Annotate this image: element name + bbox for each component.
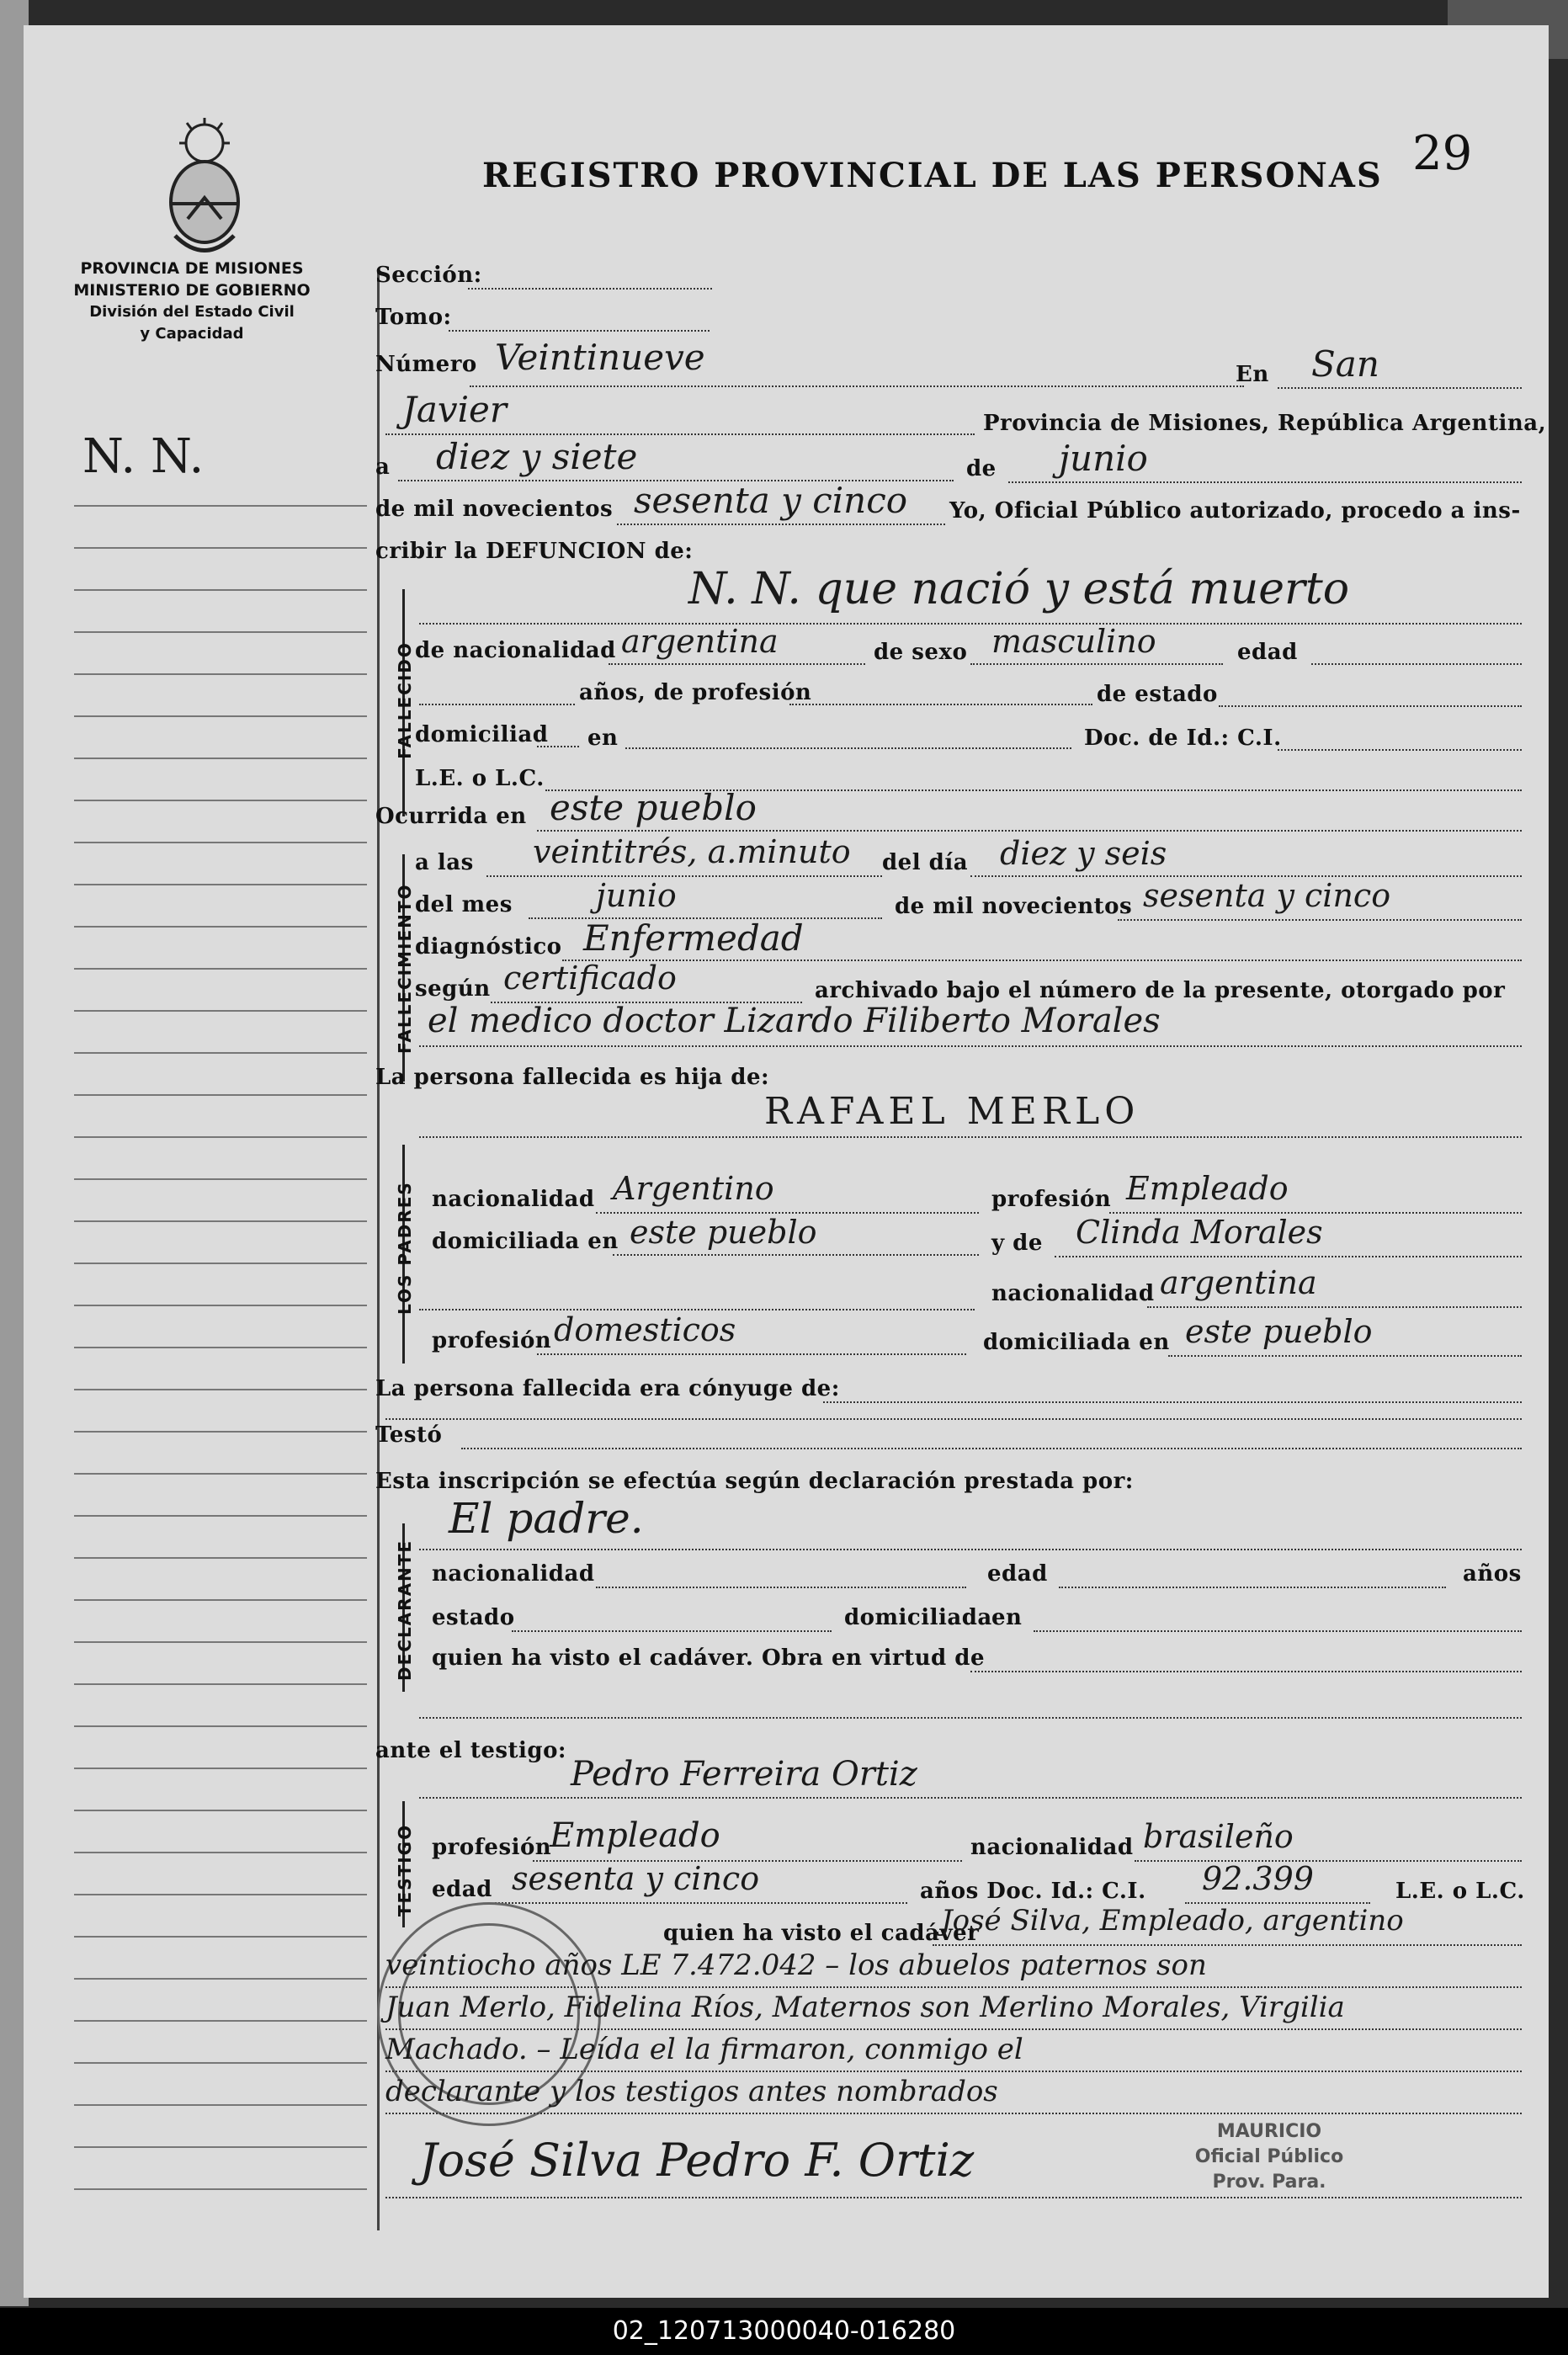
field-line — [1278, 749, 1522, 751]
gov-line-division: División del Estado Civil — [89, 303, 295, 321]
field-line — [823, 1401, 1522, 1403]
field-line — [385, 433, 975, 435]
label-nacionalidad-declarante: nacionalidad — [432, 1561, 595, 1587]
label-hija-de: La persona fallecida es hija de: — [375, 1065, 770, 1090]
field-line — [468, 288, 712, 290]
margin-line — [74, 1389, 367, 1390]
field-line — [486, 875, 882, 877]
field-line — [537, 746, 579, 747]
label-domiciliada-declarante: domiciliada — [844, 1605, 992, 1630]
label-domiciliad: domiciliad — [415, 722, 549, 747]
margin-line — [74, 1725, 367, 1727]
field-line — [970, 663, 1223, 665]
margin-line — [74, 1094, 367, 1096]
value-hora: veintitrés, a.minuto — [533, 833, 851, 870]
margin-note: N. N. — [82, 429, 205, 484]
label-inscripcion: Esta inscripción se efectúa según declaración prestada por: — [375, 1469, 1134, 1494]
margin-line — [74, 1136, 367, 1138]
field-line — [419, 1136, 1522, 1138]
field-line — [617, 524, 945, 525]
value-testigo: Pedro Ferreira Ortiz — [571, 1755, 917, 1794]
label-nacionalidad-madre: nacionalidad — [991, 1281, 1155, 1306]
field-line — [385, 1986, 1522, 1988]
margin-line — [74, 2020, 367, 2022]
value-edad-testigo: sesenta y cinco — [512, 1860, 760, 1897]
value-visto-testigo: José Silva, Empleado, argentino — [941, 1904, 1404, 1938]
margin-line — [74, 1220, 367, 1222]
margin-line — [74, 589, 367, 591]
label-a-las: a las — [415, 850, 474, 875]
field-line — [1168, 1355, 1522, 1357]
label-edad-testigo: edad — [432, 1877, 492, 1902]
field-line — [419, 623, 1522, 625]
section-label-fallecido: FALLECIDO — [395, 641, 415, 759]
margin-line — [74, 2062, 367, 2064]
label-conyuge: La persona fallecida era cónyuge de: — [375, 1376, 840, 1401]
field-line — [613, 1254, 979, 1256]
gov-line-capacity: y Capacidad — [140, 325, 244, 343]
field-line — [385, 1418, 1522, 1420]
margin-line — [74, 842, 367, 843]
value-dia-fallecimiento: diez y seis — [1000, 835, 1167, 872]
label-seccion: Sección: — [375, 263, 482, 288]
field-line — [495, 1902, 907, 1904]
signatures: José Silva Pedro F. Ortiz — [419, 2134, 975, 2187]
label-mil-novecientos-2: de mil novecientos — [895, 894, 1133, 919]
field-line — [385, 2197, 1522, 2198]
margin-line — [74, 1010, 367, 1012]
margin-line — [74, 1431, 367, 1433]
page-number: 29 — [1412, 126, 1473, 181]
field-line — [1055, 1256, 1522, 1257]
official-stamp-line1: MAURICIO — [1216, 2121, 1322, 2142]
value-profesion-padre: Empleado — [1126, 1170, 1289, 1207]
field-line — [609, 663, 865, 665]
section-label-padres: LOS PADRES — [395, 1181, 415, 1315]
value-nombre: N. N. que nació y está muerto — [688, 564, 1350, 614]
margin-line — [74, 1305, 367, 1306]
label-del-mes: del mes — [415, 892, 513, 917]
field-line — [562, 960, 1522, 961]
official-stamp-line3: Prov. Para. — [1212, 2172, 1326, 2193]
label-anos-declarante: años — [1463, 1561, 1522, 1587]
label-inscribir-defuncion: cribir la DEFUNCION de: — [375, 539, 694, 564]
image-id-footer: 02_120713000040-016280 — [0, 2308, 1568, 2355]
value-madre: Clinda Morales — [1076, 1214, 1323, 1251]
margin-line — [74, 1978, 367, 1980]
label-tomo: Tomo: — [375, 305, 452, 330]
margin-line — [74, 968, 367, 970]
label-testo: Testó — [375, 1422, 443, 1448]
value-declarante: El padre. — [449, 1494, 644, 1543]
margin-line — [74, 926, 367, 928]
field-line — [1219, 705, 1522, 707]
value-nacionalidad: argentina — [621, 623, 779, 660]
value-nacionalidad-padre: Argentino — [613, 1170, 774, 1207]
label-y-de: y de — [991, 1231, 1043, 1256]
label-en-domicilio: en — [587, 726, 619, 751]
label-nacionalidad-padre: nacionalidad — [432, 1187, 595, 1212]
value-ci-testigo: 92.399 — [1202, 1860, 1314, 1897]
label-doc-id: Doc. de Id.: C.I. — [1084, 726, 1282, 751]
label-profesion-padre: profesión — [991, 1187, 1112, 1212]
value-anio: sesenta y cinco — [634, 480, 908, 521]
label-en-declarante: en — [991, 1605, 1023, 1630]
field-line — [385, 2113, 1522, 2114]
margin-line — [74, 884, 367, 885]
field-line — [789, 704, 1092, 705]
margin-line — [74, 715, 367, 717]
margin-line — [74, 1178, 367, 1180]
label-edad: edad — [1237, 640, 1298, 665]
field-line — [1059, 1587, 1446, 1588]
value-lugar-1: San — [1311, 343, 1379, 385]
value-mes: junio — [1059, 438, 1148, 479]
margin-line — [74, 505, 367, 507]
value-profesion-madre: domesticos — [554, 1311, 736, 1348]
value-diagnostico: Enfermedad — [583, 917, 804, 959]
field-line — [537, 1353, 966, 1355]
field-line — [419, 1797, 1522, 1799]
field-line — [1118, 919, 1522, 921]
value-medico: el medico doctor Lizardo Filiberto Morales — [428, 1002, 1161, 1040]
label-nacionalidad-fallecido: de nacionalidad — [415, 638, 616, 663]
field-line — [470, 385, 1244, 387]
value-profesion-testigo: Empleado — [550, 1816, 720, 1855]
label-profesion-testigo: profesión — [432, 1835, 552, 1860]
value-domicilio-madre: este pueblo — [1185, 1313, 1373, 1350]
section-label-testigo: TESTIGO — [395, 1823, 415, 1917]
label-edad-declarante: edad — [987, 1561, 1048, 1587]
label-segun: según — [415, 976, 491, 1002]
label-anos-profesion: años, de profesión — [579, 680, 812, 705]
label-diagnostico: diagnóstico — [415, 934, 562, 960]
coat-of-arms-icon — [158, 118, 251, 261]
label-numero: Número — [375, 352, 477, 377]
label-visto-testigo: quien ha visto el cadáver — [663, 1921, 980, 1946]
label-mil-novecientos: de mil novecientos — [375, 497, 614, 522]
label-archivado: archivado bajo el número de la presente, otorgado por — [815, 978, 1506, 1003]
margin-line — [74, 673, 367, 675]
margin-line — [74, 1052, 367, 1054]
field-line — [461, 1448, 1522, 1449]
margin-line — [74, 1347, 367, 1348]
label-le-lc: L.E. o L.C. — [415, 766, 545, 791]
label-visto-declarante: quien ha visto el cadáver. Obra en virtud de — [432, 1645, 985, 1671]
note-line-1: veintiocho años LE 7.472.042 – los abuelos paternos son — [385, 1948, 1207, 1982]
register-page — [24, 25, 1549, 2298]
gov-line-ministry: MINISTERIO DE GOBIERNO — [73, 281, 311, 300]
margin-line — [74, 1683, 367, 1685]
margin-line — [74, 631, 367, 633]
field-line — [419, 1549, 1522, 1550]
label-del-dia: del día — [882, 850, 969, 875]
section-label-declarante: DECLARANTE — [395, 1539, 415, 1681]
field-line — [419, 704, 575, 705]
value-padre: RAFAEL MERLO — [764, 1090, 1140, 1133]
label-anos-doc-testigo: años Doc. Id.: C.I. — [920, 1879, 1146, 1904]
label-domiciliada-padre: domiciliada en — [432, 1229, 619, 1254]
value-nacionalidad-madre: argentina — [1160, 1264, 1317, 1301]
label-profesion-madre: profesión — [432, 1328, 552, 1353]
field-line — [1278, 387, 1522, 389]
margin-line — [74, 800, 367, 801]
label-ocurrida: Ocurrida en — [375, 804, 527, 829]
field-line — [1008, 481, 1522, 483]
gov-line-province: PROVINCIA DE MISIONES — [80, 259, 304, 278]
margin-line — [74, 1473, 367, 1475]
field-line — [419, 1045, 1522, 1047]
field-line — [970, 1671, 1522, 1672]
field-line — [385, 2071, 1522, 2072]
label-a: a — [375, 455, 391, 480]
value-segun: certificado — [503, 960, 677, 997]
value-anio-fallecimiento: sesenta y cinco — [1143, 877, 1391, 914]
margin-line — [74, 2104, 367, 2106]
value-nacionalidad-testigo: brasileño — [1143, 1818, 1294, 1855]
margin-line — [74, 2146, 367, 2148]
value-lugar-2: Javier — [402, 389, 507, 430]
margin-line — [74, 2188, 367, 2190]
margin-line — [74, 1557, 367, 1559]
label-estado-declarante: estado — [432, 1605, 515, 1630]
margin-line — [74, 1894, 367, 1895]
note-line-4: declarante y los testigos antes nombrados — [385, 2075, 998, 2108]
label-nacionalidad-testigo: nacionalidad — [970, 1835, 1134, 1860]
field-line — [537, 830, 1522, 832]
field-line — [933, 1944, 1522, 1946]
margin-line — [74, 1852, 367, 1853]
official-stamp-line2: Oficial Público — [1194, 2146, 1344, 2167]
value-sexo: masculino — [991, 623, 1156, 660]
margin-line — [74, 1641, 367, 1643]
label-yo-oficial: Yo, Oficial Público autorizado, procedo a ins- — [949, 498, 1521, 524]
field-line — [419, 1717, 1522, 1719]
margin-line — [74, 1936, 367, 1938]
margin-line — [74, 1599, 367, 1601]
page-title: REGISTRO PROVINCIAL DE LAS PERSONAS — [482, 156, 1383, 195]
field-line — [1034, 1630, 1522, 1632]
value-ocurrida: este pueblo — [550, 787, 757, 828]
field-line — [449, 330, 710, 332]
margin-line — [74, 1810, 367, 1811]
field-line — [419, 1309, 975, 1310]
field-line — [512, 1630, 832, 1632]
note-line-2: Juan Merlo, Fidelina Ríos, Maternos son Merlino Morales, Virgilia — [385, 1991, 1345, 2024]
value-domicilio-padre: este pueblo — [630, 1214, 817, 1251]
field-line — [1311, 663, 1522, 665]
value-dia: diez y siete — [436, 436, 638, 477]
margin-line — [74, 1515, 367, 1517]
label-en: En — [1236, 362, 1269, 387]
field-line — [1147, 1306, 1522, 1308]
field-line — [625, 747, 1071, 749]
label-de: de — [966, 456, 997, 481]
margin-line — [74, 1768, 367, 1769]
field-line — [596, 1587, 966, 1588]
section-label-fallecimiento: FALLECIMIENTO — [395, 883, 415, 1054]
field-line — [385, 2028, 1522, 2030]
label-de-estado: de estado — [1097, 682, 1218, 707]
margin-line — [74, 547, 367, 549]
value-numero: Veintinueve — [495, 337, 705, 378]
label-domiciliada-madre: domiciliada en — [983, 1330, 1170, 1355]
margin-line — [74, 758, 367, 759]
label-le-lc-testigo: L.E. o L.C. — [1395, 1879, 1525, 1904]
label-sexo: de sexo — [874, 640, 968, 665]
field-line — [1135, 1860, 1522, 1862]
margin-line — [74, 1263, 367, 1264]
value-mes-fallecimiento: junio — [596, 877, 677, 914]
note-line-3: Machado. – Leída el la firmaron, conmigo el — [385, 2033, 1023, 2066]
label-ante-testigo: ante el testigo: — [375, 1738, 567, 1763]
label-provincia: Provincia de Misiones, República Argentina, — [983, 411, 1547, 436]
